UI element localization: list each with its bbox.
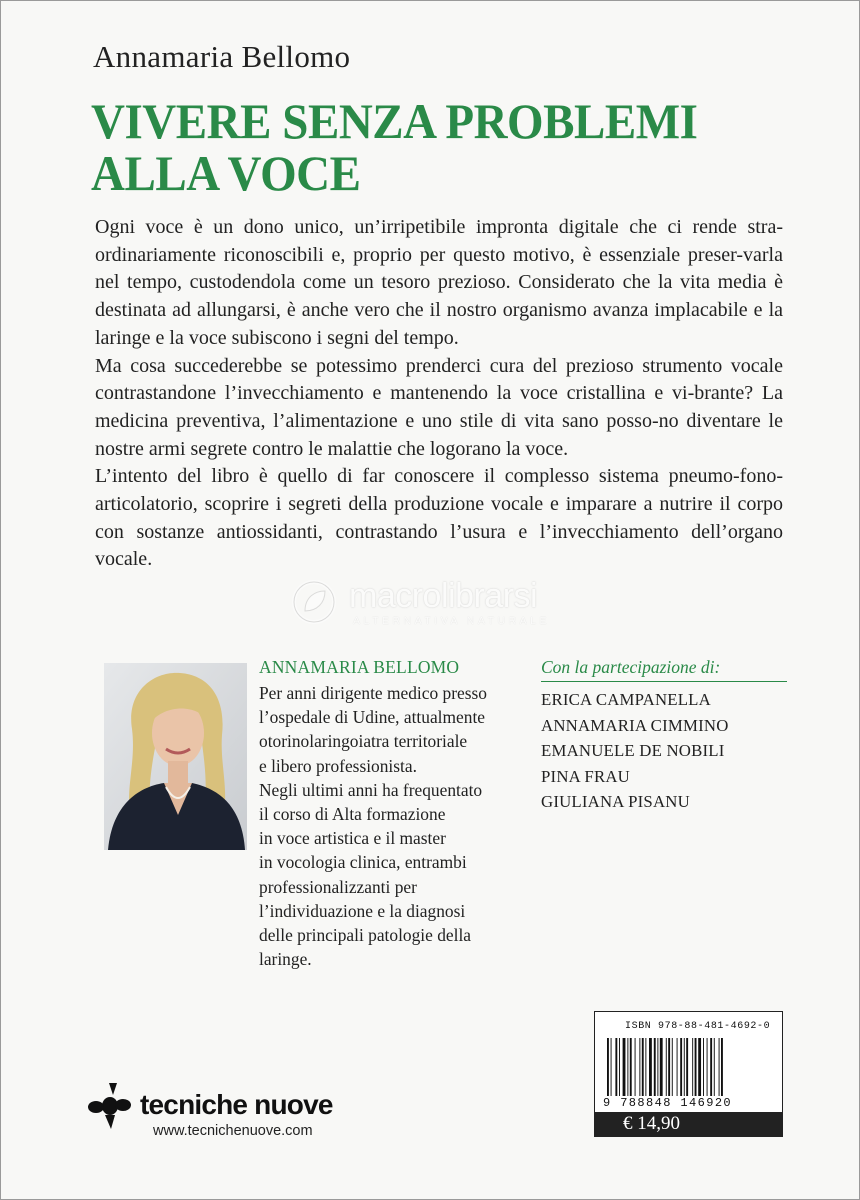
- bio-line: e libero professionista.: [259, 755, 417, 776]
- collaborator-name: EMANUELE DE NOBILI: [541, 741, 725, 760]
- author-photo: [104, 663, 247, 850]
- bio-line: professionalizzanti per: [259, 876, 417, 897]
- book-blurb: [95, 214, 783, 574]
- bio-line: laringe.: [259, 949, 312, 970]
- collaborators-heading: Con la partecipazione di:: [541, 657, 787, 682]
- author-bio: [259, 681, 529, 971]
- blurb-paragraph: Ogni voce è un dono unico, un’irripetibile impronta digitale che ci rende stra-ordinariamente riconoscibili e, proprio per questo motivo, è essenziale preser-varla nel tempo, custodendola come un tesoro prezioso. Considerato che la vita media è destinata ad allungarsi, è anche vero che il nostro organismo avanza implacabile e la laringe e la voce subiscono i segni del tempo.: [95, 216, 783, 349]
- collaborator-name: PINA FRAU: [541, 766, 630, 786]
- leaf-logo-icon: [291, 579, 337, 625]
- bio-line: in vocologia clinica, entrambi: [259, 852, 467, 873]
- book-title: [91, 95, 768, 199]
- blurb-paragraph: L’intento del libro è quello di far conoscere il complesso sistema pneumo-fono-articolatorio, scoprire i segreti della produzione vocale e imparare a nutrire il corpo con sostanze antiossidanti, contrastando l’usura e l’invecchiamento dell’organo vocale.: [95, 465, 783, 571]
- title-line-1: VIVERE SENZA PROBLEMI: [91, 93, 698, 149]
- bio-line: delle principali patologie della: [259, 925, 471, 946]
- barcode-label: [594, 1011, 783, 1137]
- publisher-name: tecniche nuove: [140, 1089, 333, 1120]
- blurb-paragraph: Ma cosa succederebbe se potessimo prenderci cura del prezioso strumento vocale contrastandone l’invecchiamento e mantenendo la voce cristallina e vi-brante? La medicina preventiva, l’alimentazione e uno stile di vita sano posso-no diventare le nostre armi segrete contro le malattie che logorano la voce.: [95, 354, 783, 460]
- bio-line: otorinolaringoiatra territoriale: [259, 731, 468, 752]
- watermark-name: macrolibrarsi: [349, 577, 538, 615]
- tecniche-nuove-logo-icon: [87, 1081, 131, 1131]
- bio-line: in voce artistica e il master: [259, 828, 446, 849]
- collaborator-name: GIULIANA PISANU: [541, 792, 690, 811]
- collaborators-list: [541, 687, 729, 815]
- ean-number: 9 788848 146920: [603, 1096, 733, 1110]
- bio-line: l’individuazione e la diagnosi: [259, 900, 466, 921]
- bio-line: il corso di Alta formazione: [259, 804, 446, 825]
- isbn-number: ISBN 978-88-481-4692-0: [625, 1021, 771, 1032]
- collaborator-name: ERICA CAMPANELLA: [541, 690, 711, 709]
- bio-line: Per anni dirigente medico presso: [259, 683, 487, 703]
- price-tag: € 14,90: [595, 1112, 782, 1136]
- watermark-tagline: ALTERNATIVA NATURALE: [353, 615, 550, 627]
- macrolibrarsi-watermark: [291, 577, 591, 631]
- bio-line: Negli ultimi anni ha frequentato: [259, 779, 483, 800]
- publisher-url: www.tecnichenuove.com: [153, 1123, 313, 1139]
- collaborator-name: ANNAMARIA CIMMINO: [541, 715, 729, 735]
- bio-line: l’ospedale di Udine, attualmente: [259, 707, 486, 728]
- author-name: Annamaria Bellomo: [93, 39, 351, 74]
- bio-author-name: ANNAMARIA BELLOMO: [259, 657, 460, 677]
- title-line-2: ALLA VOCE: [91, 145, 361, 201]
